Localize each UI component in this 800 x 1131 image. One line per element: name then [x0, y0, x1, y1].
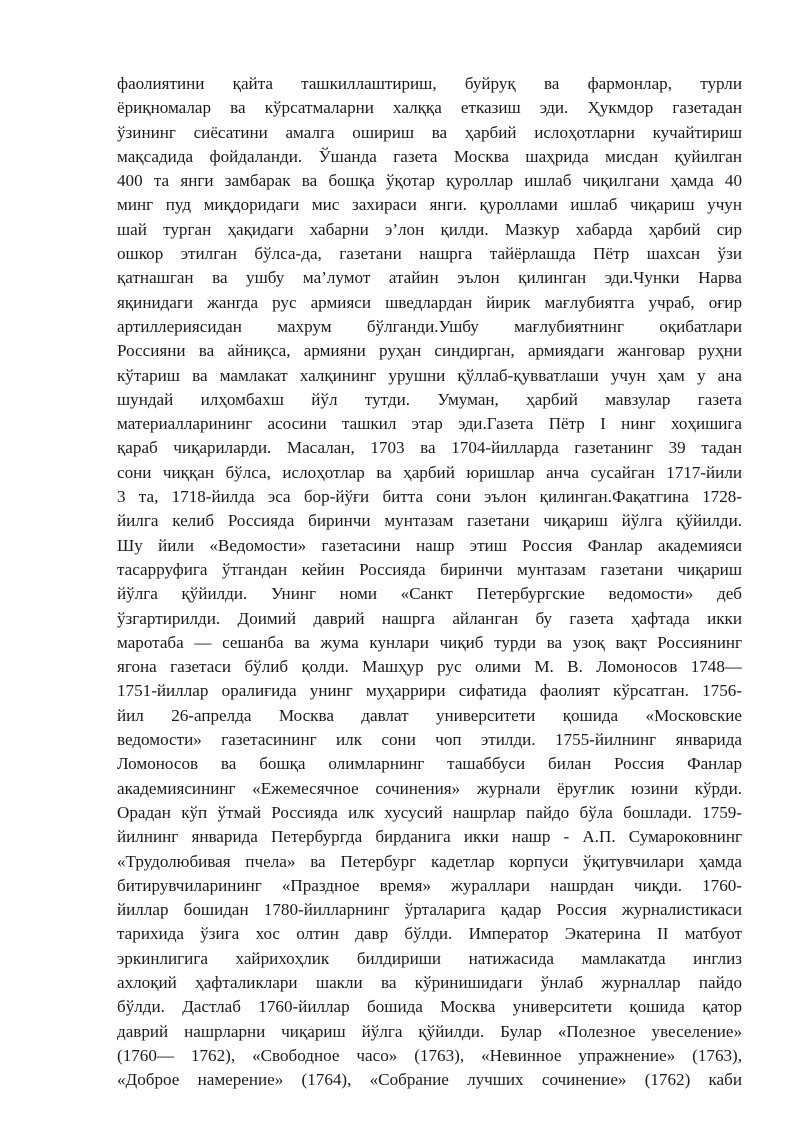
text-line: шай турган ҳақидаги хабарни э’лон қилди. Мазкур хабарда ҳарбий сир: [117, 219, 742, 239]
body-text: [117, 72, 742, 1092]
text-line: «Доброе намерение» (1764), «Собрание лучших сочинение» (1762) каби: [117, 1070, 742, 1090]
text-line: яқинидаги жангда рус армияси шведлардан йирик мағлубиятга учраб, оғир: [117, 292, 742, 312]
text-line: 1751-йиллар оралиғида унинг муҳаррири сифатида фаолият кўрсатган. 1756-: [117, 681, 742, 701]
text-line: Ломоносов ва бошқа олимларнинг ташаббуси билан Россия Фанлар: [117, 754, 742, 774]
text-line: артиллериясидан махрум бўлганди.Ушбу мағлубиятнинг оқибатлари: [117, 316, 742, 336]
text-line: 3 та, 1718-йилда эса бор-йўғи битта сони эълон қилинган.Фақатгина 1728-: [117, 487, 742, 507]
text-line: йиллар бошидан 1780-йилларнинг ўрталарига қадар Россия журналистикаси: [117, 900, 742, 920]
text-line: Шу йили «Ведомости» газетасини нашр этиш Россия Фанлар академияси: [117, 535, 742, 555]
text-line: йўлга қўйилди. Унинг номи «Санкт Петербургские ведомости» деб: [117, 584, 742, 604]
text-line: ошкор этилган бўлса-да, газетани нашрга тайёрлашда Пётр шахсан ўзи: [117, 244, 742, 264]
text-line: шундай илҳомбахш йўл тутди. Умуман, ҳарбий мавзулар газета: [117, 389, 742, 409]
text-line: 400 та янги замбарак ва бошқа ўқотар қуроллар ишлаб чиқилгани ҳамда 40: [117, 171, 742, 191]
text-line: даврий нашрларни чиқариш йўлга қўйилди. Булар «Полезное увеселение»: [117, 1021, 742, 1041]
text-line: ведомости» газетасининг илк сони чоп этилди. 1755-йилнинг январида: [117, 730, 742, 750]
text-line: йилга келиб Россияда биринчи мунтазам газетани чиқариш йўлга қўйилди.: [117, 511, 742, 531]
text-line: академиясининг «Ежемесячное сочинения» журнали ёруғлик юзини кўрди.: [117, 778, 742, 798]
text-line: мақсадида фойдаланди. Ўшанда газета Москва шаҳрида мисдан қуйилган: [117, 146, 742, 166]
text-line: ягона газетаси бўлиб қолди. Машҳур рус олими М. В. Ломоносов 1748—: [117, 657, 742, 677]
text-line: (1760— 1762), «Свободное часо» (1763), «Невинное упражнение» (1763),: [117, 1045, 742, 1065]
text-line: ўзининг сиёсатини амалга ошириш ва ҳарбий ислоҳотларни кучайтириш: [117, 122, 742, 142]
text-line: сони чиққан бўлса, ислоҳотлар ва ҳарбий юришлар анча сусайган 1717-йили: [117, 462, 742, 482]
text-line: минг пуд миқдоридаги мис захираси янги. қуроллами ишлаб чиқариш учун: [117, 195, 742, 215]
text-line: ахлоқий ҳафталиклари шакли ва кўринишидаги ўнлаб журналлар пайдо: [117, 972, 742, 992]
text-line: Россияни ва айниқса, армияни руҳан синдирган, армиядаги жанговар руҳни: [117, 341, 742, 361]
text-line: бўлди. Дастлаб 1760-йиллар бошида Москва университети қошида қатор: [117, 997, 742, 1017]
text-line: тарихида ўзига хос олтин давр бўлди. Император Экатерина II матбуот: [117, 924, 742, 944]
text-line: маротаба — сешанба ва жума кунлари чиқиб турди ва узоқ вақт Россиянинг: [117, 632, 742, 652]
text-line: материалларининг асосини ташкил этар эди.Газета Пётр I нинг хоҳишига: [117, 414, 742, 434]
text-line: тасарруфига ўтгандан кейин Россияда биринчи мунтазам газетани чиқариш: [117, 559, 742, 579]
text-line: битирувчиларининг «Праздное время» жураллари нашрдан чиқди. 1760-: [117, 875, 742, 895]
text-line: фаолиятини қайта ташкиллаштириш, буйруқ ва фармонлар, турли: [117, 74, 742, 93]
text-line: Орадан кўп ўтмай Россияда илк хусусий нашрлар пайдо бўла бошлади. 1759-: [117, 802, 742, 822]
text-line: қараб чиқариларди. Масалан, 1703 ва 1704-йилларда газетанинг 39 тадан: [117, 438, 742, 458]
text-line: эркинлигига хайрихоҳлик билдириши натижасида мамлакатда инглиз: [117, 948, 742, 968]
text-line: ўзгартирилди. Доимий даврий нашрга айланган бу газета ҳафтада икки: [117, 608, 742, 628]
text-line: йилнинг январида Петербургда бирданига икки нашр - А.П. Сумароковнинг: [117, 827, 742, 847]
text-line: кўтариш ва мамлакат халқининг урушни қўллаб-қувватлаши учун ҳам у ана: [117, 365, 742, 385]
text-line: қатнашган ва ушбу ма’лумот атайин эълон қилинган эди.Чунки Нарва: [117, 268, 742, 288]
text-line: «Трудолюбивая пчела» ва Петербург кадетлар корпуси ўқитувчилари ҳамда: [117, 851, 742, 871]
text-line: йил 26-апрелда Москва давлат университети қошида «Московские: [117, 705, 742, 725]
text-line: ёриқномалар ва кўрсатмаларни халққа етказиш эди. Ҳукмдор газетадан: [117, 98, 742, 118]
